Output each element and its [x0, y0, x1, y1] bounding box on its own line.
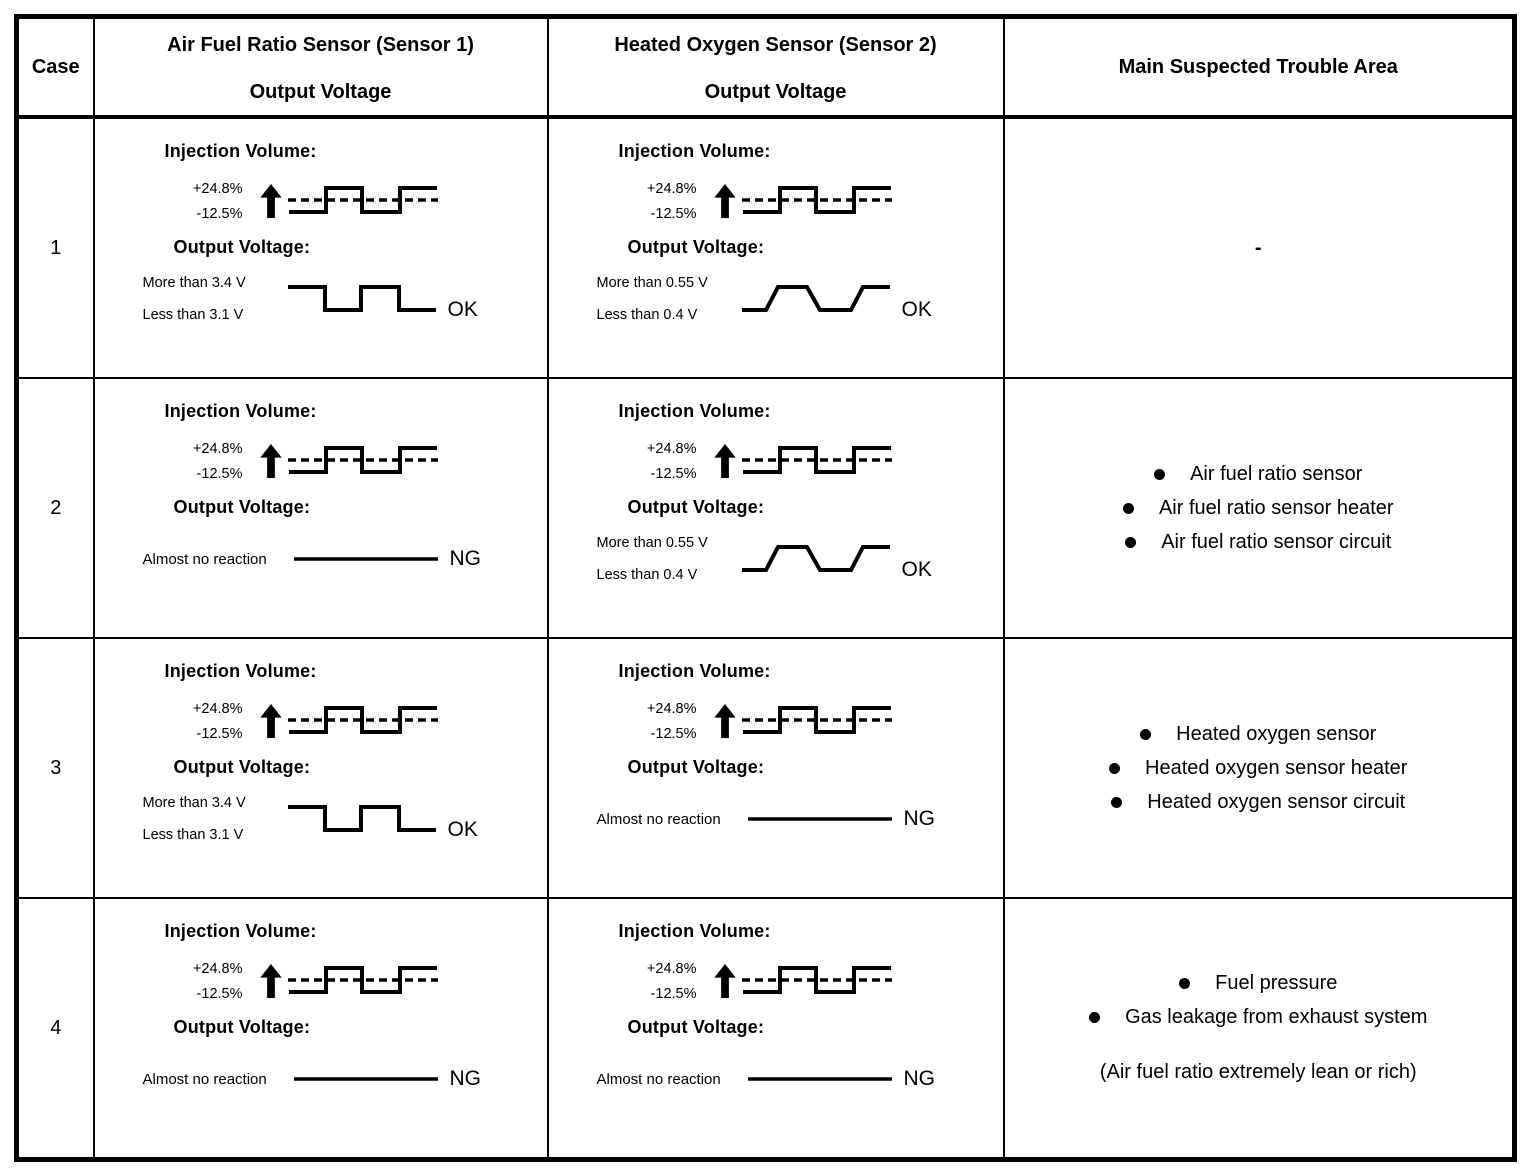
output-voltage-label: Output Voltage: [173, 757, 311, 777]
trouble-list-item [1125, 531, 1391, 554]
o2-header-subtitle: Output Voltage [704, 81, 847, 103]
injection-square-wave [741, 443, 893, 479]
injection-high-label: +24.8% [192, 180, 243, 197]
threshold-high-label: More than 3.4 V [142, 795, 246, 811]
output-voltage-no-reaction [597, 1061, 936, 1097]
injection-square-wave [287, 963, 439, 999]
injection-low-label: -12.5% [196, 725, 243, 742]
injection-low-label: -12.5% [650, 725, 697, 742]
up-arrow-icon [260, 964, 282, 999]
bullet-icon [1140, 729, 1151, 740]
sensor-diagram [95, 379, 547, 637]
result-ng-label: NG [903, 1067, 935, 1090]
o2-header-title: Heated Oxygen Sensor (Sensor 2) [614, 34, 937, 56]
injection-volume-label: Injection Volume: [164, 921, 317, 941]
col-header-trouble-area: Main Suspected Trouble Area [1004, 17, 1515, 118]
up-arrow-icon [260, 444, 282, 479]
trouble-area-cell [1004, 117, 1515, 378]
trouble-note: (Air fuel ratio extremely lean or rich) [1099, 1061, 1417, 1083]
trouble-item-text: Fuel pressure [1215, 972, 1338, 994]
output-square-wave [286, 801, 438, 837]
trouble-item-text: Heated oxygen sensor circuit [1147, 790, 1406, 813]
threshold-high-label: More than 0.55 V [596, 275, 708, 291]
up-arrow-icon [714, 704, 736, 739]
afr-sensor-cell [94, 378, 548, 638]
bullet-icon [1154, 469, 1165, 480]
output-voltage-label: Output Voltage: [173, 1017, 311, 1037]
injection-volume-waveform [181, 697, 547, 745]
output-voltage-no-reaction [143, 1061, 482, 1097]
case-number-cell [17, 117, 94, 378]
up-arrow-icon [714, 444, 736, 479]
injection-volume-waveform [635, 957, 1003, 1005]
trouble-list-item [1111, 791, 1405, 814]
o2-sensor-cell [548, 898, 1004, 1160]
table-row [17, 898, 1515, 1160]
up-arrow-icon [260, 184, 282, 219]
output-square-wave [286, 281, 438, 317]
result-ok-label: OK [901, 298, 932, 321]
output-voltage-waveform-ok [597, 275, 932, 323]
trouble-list-item [1123, 497, 1394, 520]
trouble-list-item [1154, 463, 1362, 486]
col-header-afr-sensor [94, 17, 548, 118]
injection-volume-label: Injection Volume: [164, 661, 317, 681]
threshold-low-label: Less than 3.1 V [142, 827, 244, 843]
output-voltage-no-reaction [143, 541, 482, 577]
injection-square-wave [741, 183, 893, 219]
table-row [17, 117, 1515, 378]
output-voltage-waveform-ok [143, 795, 478, 843]
trouble-item-text: Heated oxygen sensor [1176, 722, 1377, 745]
case-number-cell [17, 378, 94, 638]
output-trapezoid-wave [740, 281, 892, 317]
bullet-icon [1111, 797, 1122, 808]
injection-volume-waveform [635, 177, 1003, 225]
injection-high-label: +24.8% [646, 960, 697, 977]
result-ng-label: NG [449, 547, 481, 570]
afr-sensor-cell [94, 117, 548, 378]
output-voltage-label: Output Voltage: [627, 757, 765, 777]
bullet-icon [1179, 978, 1190, 989]
injection-volume-label: Injection Volume: [164, 401, 317, 421]
trouble-area-cell [1004, 378, 1515, 638]
bullet-icon [1109, 763, 1120, 774]
sensor-diagram [95, 639, 547, 897]
sensor-diagram [549, 119, 1003, 377]
result-ng-label: NG [903, 807, 935, 830]
no-reaction-label: Almost no reaction [142, 1070, 267, 1088]
bullet-icon [1089, 1012, 1100, 1023]
output-voltage-waveform-ok [143, 275, 478, 323]
trouble-dash: - [1254, 236, 1262, 259]
trouble-list-item [1089, 1006, 1427, 1029]
threshold-low-label: Less than 3.1 V [142, 307, 244, 323]
injection-high-label: +24.8% [646, 440, 697, 457]
injection-volume-waveform [635, 437, 1003, 485]
injection-square-wave [741, 963, 893, 999]
o2-sensor-cell [548, 638, 1004, 898]
injection-low-label: -12.5% [196, 205, 243, 222]
result-ng-label: NG [449, 1067, 481, 1090]
table-row [17, 378, 1515, 638]
col-header-o2-sensor [548, 17, 1004, 118]
output-voltage-no-reaction [597, 801, 936, 837]
trouble-area-cell [1004, 638, 1515, 898]
case-number-cell [17, 638, 94, 898]
output-trapezoid-wave [740, 541, 892, 577]
threshold-high-label: More than 3.4 V [142, 275, 246, 291]
diagnostic-table [14, 14, 1517, 1162]
injection-square-wave [287, 443, 439, 479]
bullet-icon [1123, 503, 1134, 514]
bullet-icon [1125, 537, 1136, 548]
injection-low-label: -12.5% [650, 205, 697, 222]
case-number: 4 [50, 1016, 62, 1039]
injection-volume-waveform [181, 437, 547, 485]
sensor-diagram [95, 899, 547, 1157]
injection-high-label: +24.8% [192, 440, 243, 457]
injection-volume-label: Injection Volume: [618, 661, 771, 681]
flat-line [746, 801, 894, 837]
injection-low-label: -12.5% [650, 985, 697, 1002]
output-voltage-label: Output Voltage: [627, 497, 765, 517]
trouble-item-text: Gas leakage from exhaust system [1125, 1006, 1428, 1028]
trouble-list-item [1140, 723, 1376, 746]
threshold-high-label: More than 0.55 V [596, 535, 708, 551]
injection-volume-label: Injection Volume: [618, 401, 771, 421]
injection-low-label: -12.5% [650, 465, 697, 482]
trouble-item-text: Air fuel ratio sensor heater [1158, 496, 1394, 519]
injection-high-label: +24.8% [192, 700, 243, 717]
result-ok-label: OK [447, 298, 478, 321]
case-number: 3 [50, 756, 62, 779]
trouble-area-cell [1004, 898, 1515, 1160]
injection-high-label: +24.8% [192, 960, 243, 977]
up-arrow-icon [260, 704, 282, 739]
table-row [17, 638, 1515, 898]
afr-sensor-cell [94, 898, 548, 1160]
injection-high-label: +24.8% [646, 180, 697, 197]
sensor-diagram [549, 899, 1003, 1157]
trouble-list-item [1179, 972, 1337, 995]
injection-volume-waveform [181, 177, 547, 225]
afr-sensor-cell [94, 638, 548, 898]
injection-square-wave [287, 703, 439, 739]
no-reaction-label: Almost no reaction [142, 550, 267, 568]
result-ok-label: OK [901, 558, 932, 581]
injection-low-label: -12.5% [196, 465, 243, 482]
trouble-list-item [1109, 757, 1407, 780]
trouble-item-text: Air fuel ratio sensor [1190, 462, 1363, 485]
col-header-case: Case [17, 17, 94, 118]
sensor-diagram [549, 639, 1003, 897]
threshold-low-label: Less than 0.4 V [596, 307, 698, 323]
o2-sensor-cell [548, 378, 1004, 638]
output-voltage-label: Output Voltage: [627, 237, 765, 257]
injection-volume-label: Injection Volume: [618, 141, 771, 161]
up-arrow-icon [714, 964, 736, 999]
afr-header-title: Air Fuel Ratio Sensor (Sensor 1) [167, 34, 474, 56]
sensor-diagram [549, 379, 1003, 637]
no-reaction-label: Almost no reaction [596, 810, 721, 828]
injection-volume-label: Injection Volume: [618, 921, 771, 941]
injection-square-wave [287, 183, 439, 219]
injection-high-label: +24.8% [646, 700, 697, 717]
injection-volume-label: Injection Volume: [164, 141, 317, 161]
afr-header-subtitle: Output Voltage [249, 81, 392, 103]
case-number: 1 [50, 236, 62, 259]
flat-line [292, 1061, 440, 1097]
flat-line [292, 541, 440, 577]
injection-volume-waveform [635, 697, 1003, 745]
injection-low-label: -12.5% [196, 985, 243, 1002]
case-number: 2 [50, 496, 62, 519]
output-voltage-label: Output Voltage: [173, 237, 311, 257]
up-arrow-icon [714, 184, 736, 219]
injection-square-wave [741, 703, 893, 739]
injection-volume-waveform [181, 957, 547, 1005]
sensor-diagram [95, 119, 547, 377]
result-ok-label: OK [447, 818, 478, 841]
header-row [17, 17, 1515, 118]
o2-sensor-cell [548, 117, 1004, 378]
trouble-item-text: Air fuel ratio sensor circuit [1161, 530, 1392, 553]
flat-line [746, 1061, 894, 1097]
output-voltage-label: Output Voltage: [173, 497, 311, 517]
output-voltage-waveform-ok [597, 535, 932, 583]
trouble-item-text: Heated oxygen sensor heater [1145, 756, 1408, 779]
threshold-low-label: Less than 0.4 V [596, 567, 698, 583]
no-reaction-label: Almost no reaction [596, 1070, 721, 1088]
output-voltage-label: Output Voltage: [627, 1017, 765, 1037]
case-number-cell [17, 898, 94, 1160]
